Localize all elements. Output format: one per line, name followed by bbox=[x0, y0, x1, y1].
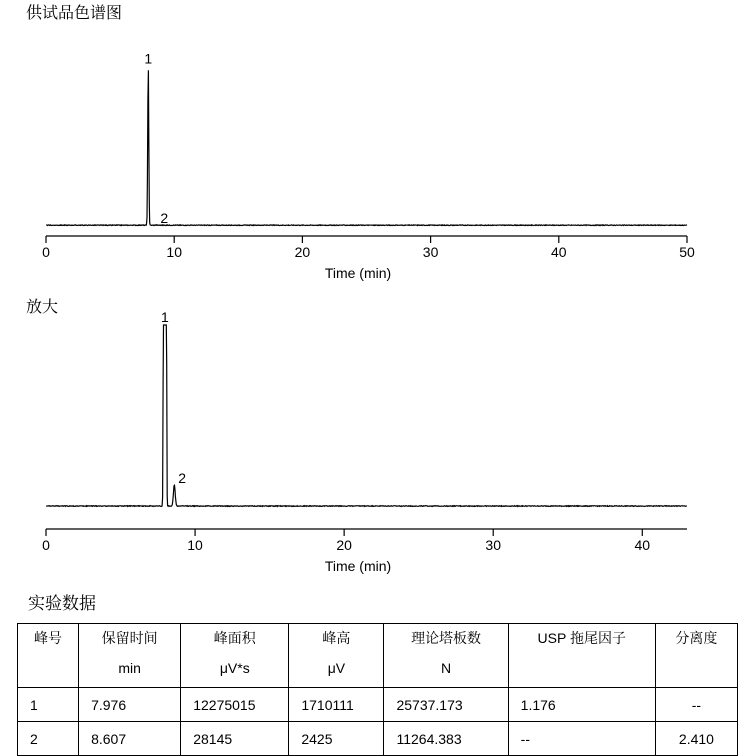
cell-usp-tailing-factor: -- bbox=[508, 722, 655, 756]
peak-label: 1 bbox=[144, 50, 153, 67]
x-tick-label: 30 bbox=[485, 537, 501, 553]
column-header-theoretical-plates: 理论塔板数 N bbox=[384, 624, 508, 688]
x-tick-label: 50 bbox=[679, 244, 695, 260]
cell-resolution: -- bbox=[655, 688, 737, 722]
x-axis-title: Time (min) bbox=[324, 265, 392, 281]
cell-retention-time: 7.976 bbox=[79, 688, 181, 722]
results-table bbox=[17, 623, 738, 756]
signal-trace bbox=[46, 325, 687, 506]
x-tick-label: 10 bbox=[166, 244, 182, 260]
peak-label: 1 bbox=[160, 309, 169, 325]
x-tick-label: 0 bbox=[42, 244, 50, 260]
cell-peak-no: 2 bbox=[18, 722, 79, 756]
x-tick-label: 40 bbox=[634, 537, 651, 553]
table-row bbox=[18, 722, 738, 756]
column-header-peak-height: 峰高 μV bbox=[289, 624, 384, 688]
chromatogram-title: 供试品色谱图 bbox=[26, 5, 123, 22]
column-header-peak-no: 峰号 bbox=[18, 624, 79, 688]
x-tick-label: 0 bbox=[42, 537, 50, 553]
x-tick-label: 40 bbox=[551, 244, 567, 260]
column-header-usp-tailing-factor: USP 拖尾因子 bbox=[508, 624, 655, 688]
column-header-resolution: 分离度 bbox=[655, 624, 737, 688]
cell-theoretical-plates: 11264.383 bbox=[384, 722, 508, 756]
zoomed-chromatogram-title: 放大 bbox=[26, 299, 59, 316]
peak-label: 2 bbox=[178, 470, 187, 487]
x-axis-title: Time (min) bbox=[324, 558, 392, 574]
x-tick-label: 10 bbox=[187, 537, 203, 553]
column-header-peak-area: 峰面积 μV*s bbox=[181, 624, 289, 688]
cell-peak-area: 28145 bbox=[181, 722, 289, 756]
column-header-retention-time: 保留时间 min bbox=[79, 624, 181, 688]
cell-resolution: 2.410 bbox=[655, 722, 737, 756]
cell-retention-time: 8.607 bbox=[79, 722, 181, 756]
peak-label: 2 bbox=[160, 209, 169, 226]
x-tick-label: 30 bbox=[422, 244, 439, 260]
experiment-data-title: 实验数据 bbox=[28, 594, 96, 613]
x-tick-label: 20 bbox=[336, 537, 352, 553]
cell-usp-tailing-factor: 1.176 bbox=[508, 688, 655, 722]
table-header-row bbox=[18, 624, 738, 688]
cell-peak-height: 2425 bbox=[289, 722, 384, 756]
cell-peak-no: 1 bbox=[18, 688, 79, 722]
table-row bbox=[18, 688, 738, 722]
cell-peak-height: 1710111 bbox=[289, 688, 384, 722]
x-tick-label: 20 bbox=[294, 244, 311, 260]
cell-peak-area: 12275015 bbox=[181, 688, 289, 722]
cell-theoretical-plates: 25737.173 bbox=[384, 688, 508, 722]
